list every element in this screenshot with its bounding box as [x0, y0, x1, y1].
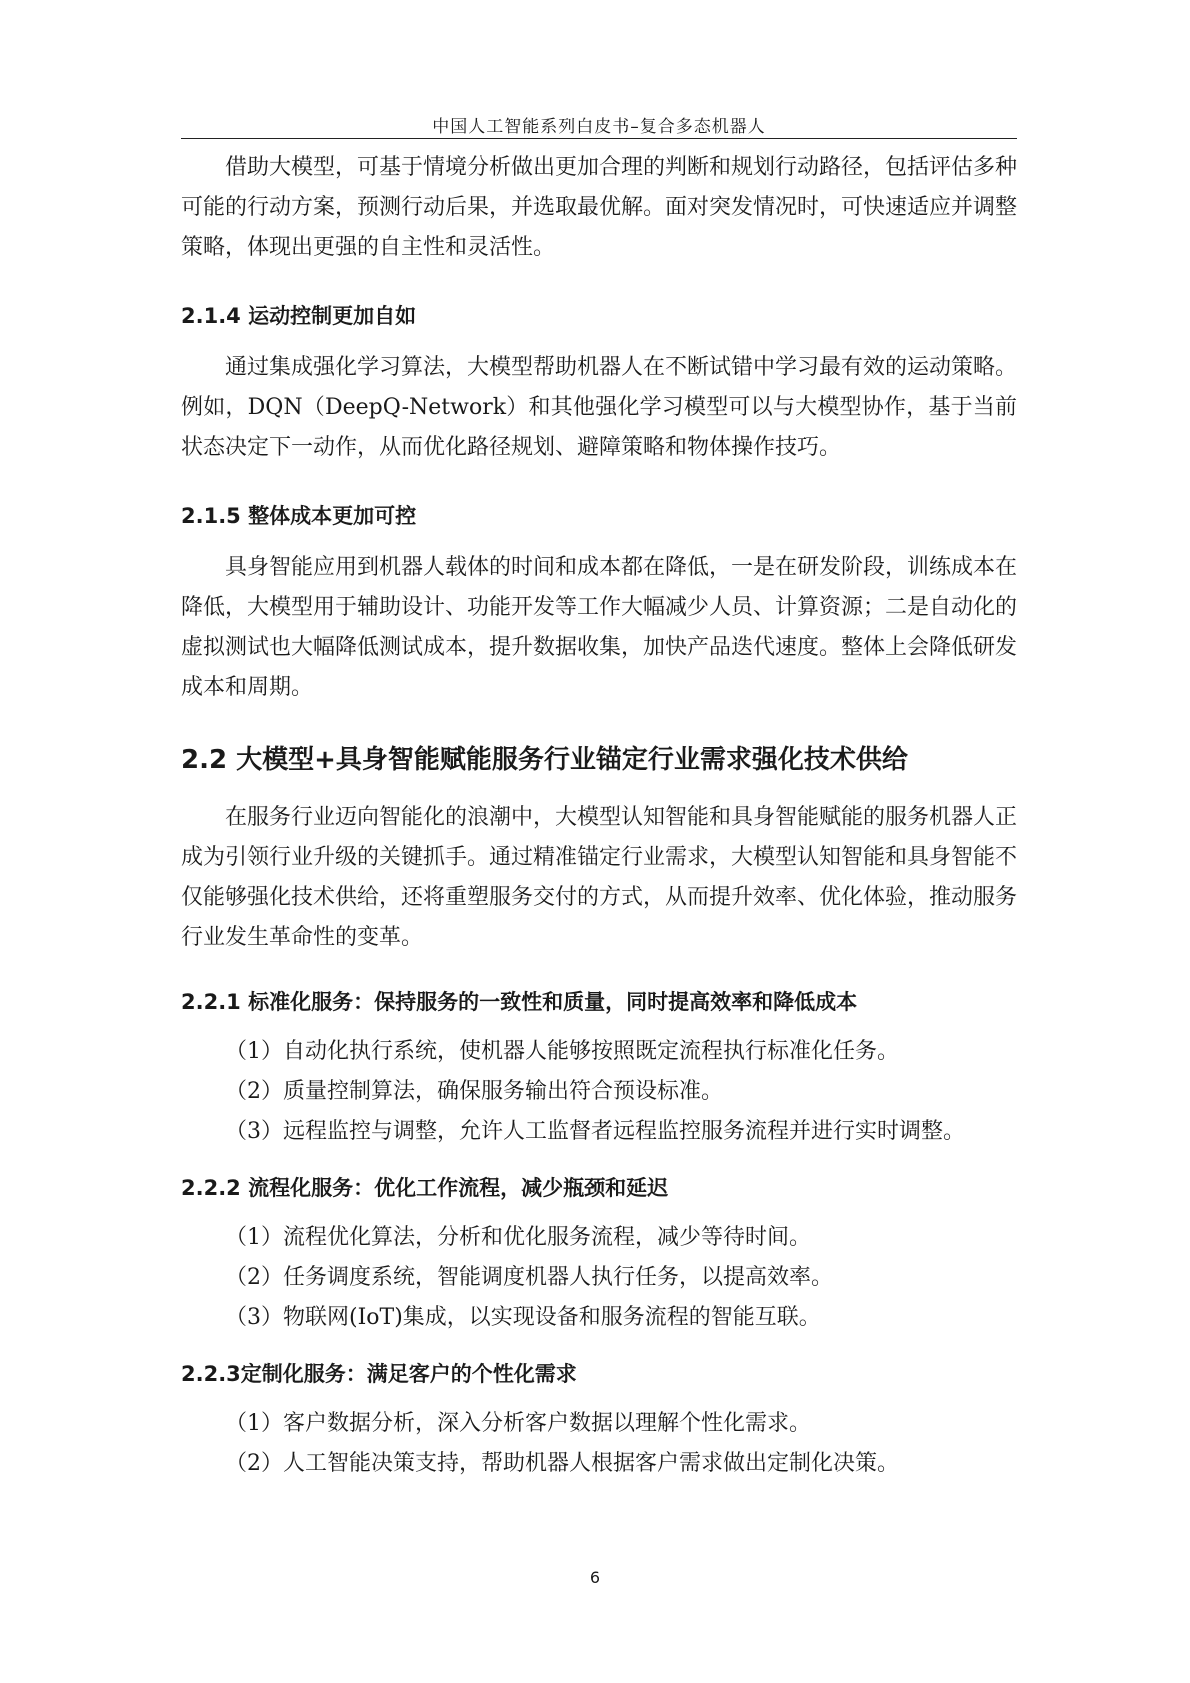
section-2-2-3-list: [181, 1404, 1017, 1484]
page-number: 6: [589, 1568, 601, 1587]
section-2-2-1-heading: 2.2.1 标准化服务：保持服务的一致性和质量，同时提高效率和降低成本: [181, 990, 858, 1014]
page-content: [181, 148, 1017, 1484]
section-2-1-4-paragraph: 通过集成强化学习算法，大模型帮助机器人在不断试错中学习最有效的运动策略。例如，DQN（DeepQ-Network）和其他强化学习模型可以与大模型协作，基于当前状态决定下一动作，从而优化路径规划、避障策略和物体操作技巧。: [181, 355, 1018, 460]
list-item: （3）物联网(IoT)集成，以实现设备和服务流程的智能互联。: [225, 1305, 821, 1330]
list-item: （2）人工智能决策支持，帮助机器人根据客户需求做出定制化决策。: [225, 1451, 899, 1476]
section-2-1-4-heading: 2.1.4 运动控制更加自如: [181, 304, 417, 328]
section-2-1-5-heading: 2.1.5 整体成本更加可控: [181, 504, 417, 528]
list-item: （1）客户数据分析，深入分析客户数据以理解个性化需求。: [225, 1411, 811, 1436]
section-2-1-5-paragraph: 具身智能应用到机器人载体的时间和成本都在降低，一是在研发阶段，训练成本在降低，大模型用于辅助设计、功能开发等工作大幅减少人员、计算资源；二是自动化的虚拟测试也大幅降低测试成本，提升数据收集，加快产品迭代速度。整体上会降低研发成本和周期。: [181, 555, 1018, 700]
header-rule: [181, 138, 1017, 139]
section-2-2-1-list: [181, 1032, 1017, 1152]
section-2-2-heading: 2.2 大模型+具身智能赋能服务行业锚定行业需求强化技术供给: [181, 745, 908, 775]
list-item: （1）自动化执行系统，使机器人能够按照既定流程执行标准化任务。: [225, 1039, 899, 1064]
list-item: （3）远程监控与调整，允许人工监督者远程监控服务流程并进行实时调整。: [225, 1119, 965, 1144]
section-2-2-paragraph: 在服务行业迈向智能化的浪潮中，大模型认知智能和具身智能赋能的服务机器人正成为引领行业升级的关键抓手。通过精准锚定行业需求，大模型认知智能和具身智能不仅能够强化技术供给，还将重塑服务交付的方式，从而提升效率、优化体验，推动服务行业发生革命性的变革。: [181, 805, 1018, 950]
list-item: （2）任务调度系统，智能调度机器人执行任务，以提高效率。: [225, 1265, 833, 1290]
intro-paragraph: 借助大模型，可基于情境分析做出更加合理的判断和规划行动路径，包括评估多种可能的行动方案，预测行动后果，并选取最优解。面对突发情况时，可快速适应并调整策略，体现出更强的自主性和灵活性。: [181, 155, 1018, 260]
section-2-2-2-list: [181, 1218, 1017, 1338]
section-2-2-3-heading: 2.2.3定制化服务：满足客户的个性化需求: [181, 1362, 577, 1386]
list-item: （2）质量控制算法，确保服务输出符合预设标准。: [225, 1079, 723, 1104]
section-2-2-2-heading: 2.2.2 流程化服务：优化工作流程，减少瓶颈和延迟: [181, 1176, 669, 1200]
list-item: （1）流程优化算法，分析和优化服务流程，减少等待时间。: [225, 1225, 811, 1250]
running-header: 中国人工智能系列白皮书–复合多态机器人: [432, 117, 766, 137]
